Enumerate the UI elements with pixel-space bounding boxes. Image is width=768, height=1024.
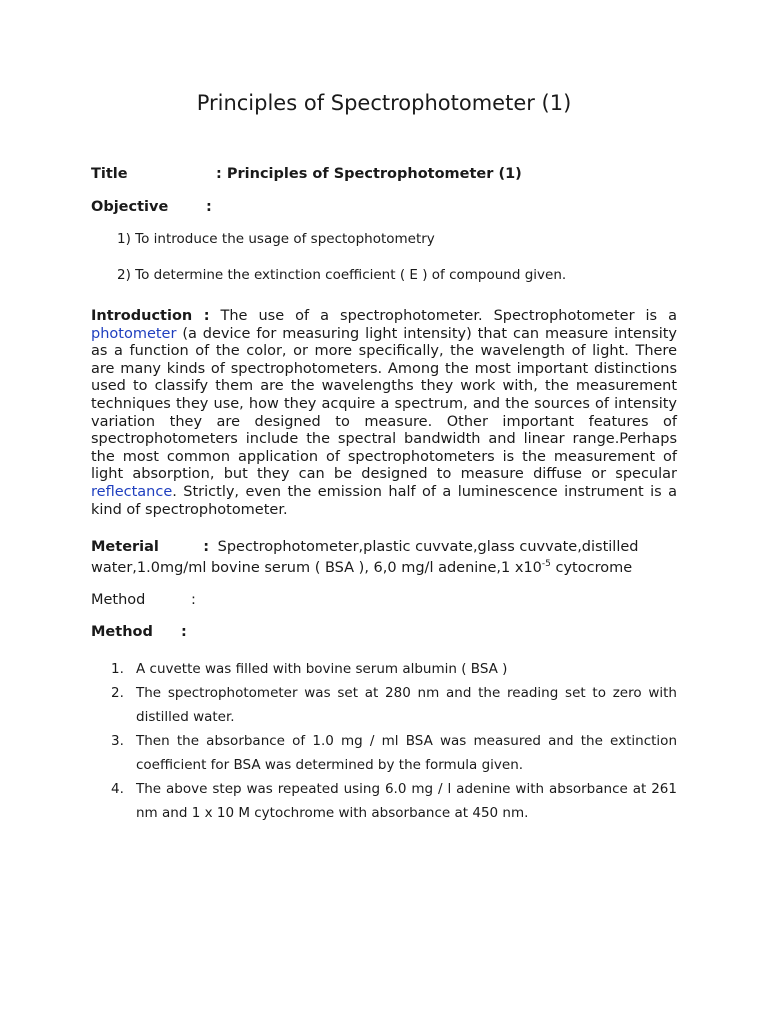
introduction-text-3: . Strictly, even the emission half of a luminescence instrument is a kind of spectrophotometer. [91, 483, 677, 518]
list-item [111, 777, 677, 825]
introduction-paragraph [91, 308, 677, 519]
method-plain-row [91, 590, 196, 610]
material-superscript: -5 [541, 559, 551, 569]
step-text: The above step was repeated using 6.0 mg / l adenine with absorbance at 261 nm and 1 x 10 M cytochrome with absorbance at 450 nm. [136, 781, 677, 821]
material-label [91, 537, 213, 558]
step-text: Then the absorbance of 1.0 mg / ml BSA was measured and the extinction coefficient for BSA was determined by the formula given. [136, 733, 677, 773]
introduction-text-1: The use of a spectrophotometer. Spectrophotometer is a [209, 308, 678, 324]
method-bold-separator: : [181, 624, 187, 640]
photometer-link[interactable]: photometer [91, 325, 177, 342]
step-number: 1. [111, 661, 124, 677]
step-text: A cuvette was filled with bovine serum albumin ( BSA ) [136, 661, 508, 677]
objective-separator: : [206, 199, 212, 215]
introduction-label: Introduction : [91, 308, 210, 324]
title-label: Title [91, 166, 128, 182]
method-plain-separator: : [191, 592, 196, 608]
list-item [111, 729, 677, 777]
material-label-text: Meterial [91, 539, 159, 555]
objective-item-2: 2) To determine the extinction coefficient ( E ) of compound given. [117, 267, 567, 283]
material-text-1: Spectrophotometer,plastic cuvvate,glass cuvvate,distilled water,1.0mg/ml bovine serum ( BSA ), 6,0 mg/l adenine,1 x10 [91, 539, 639, 576]
method-bold-row [91, 622, 187, 642]
introduction-text-2: (a device for measuring light intensity) that can measure intensity as a function of the color, or more specifically, the wavelength of light. There are many kinds of spectrophotometers. Among the most important distinctions used to classify them are the wavelengths they work with, the measurement techniques they use, how they acquire a spectrum, and the sources of intensity variation they are designed to measure. Other important features of spectrophotometers include the spectral bandwidth and linear range.Perhaps the most common application of spectrophotometers is the measurement of light absorption, but they can be designed to measure diffuse or specular [91, 325, 677, 483]
title-row [91, 164, 522, 184]
objective-label: Objective [91, 199, 169, 215]
material-text-2: cytocrome [550, 560, 633, 576]
objective-item-1: 1) To introduce the usage of spectophotometry [117, 231, 435, 247]
objective-row [91, 197, 212, 217]
list-item [111, 657, 677, 681]
step-text: The spectrophotometer was set at 280 nm and the reading set to zero with distilled water. [136, 685, 677, 725]
method-bold-label: Method [91, 624, 153, 640]
material-paragraph [91, 537, 681, 579]
title-value: Principles of Spectrophotometer (1) [226, 166, 522, 182]
document-title: Principles of Spectrophotometer (1) [196, 91, 572, 115]
title-separator: : [216, 166, 222, 182]
method-plain-label: Method [91, 592, 146, 608]
method-steps-list [111, 657, 677, 825]
reflectance-link[interactable]: reflectance [91, 483, 173, 500]
material-separator: : [203, 539, 209, 555]
step-number: 4. [111, 781, 124, 797]
step-number: 3. [111, 733, 124, 749]
step-number: 2. [111, 685, 124, 701]
list-item [111, 681, 677, 729]
